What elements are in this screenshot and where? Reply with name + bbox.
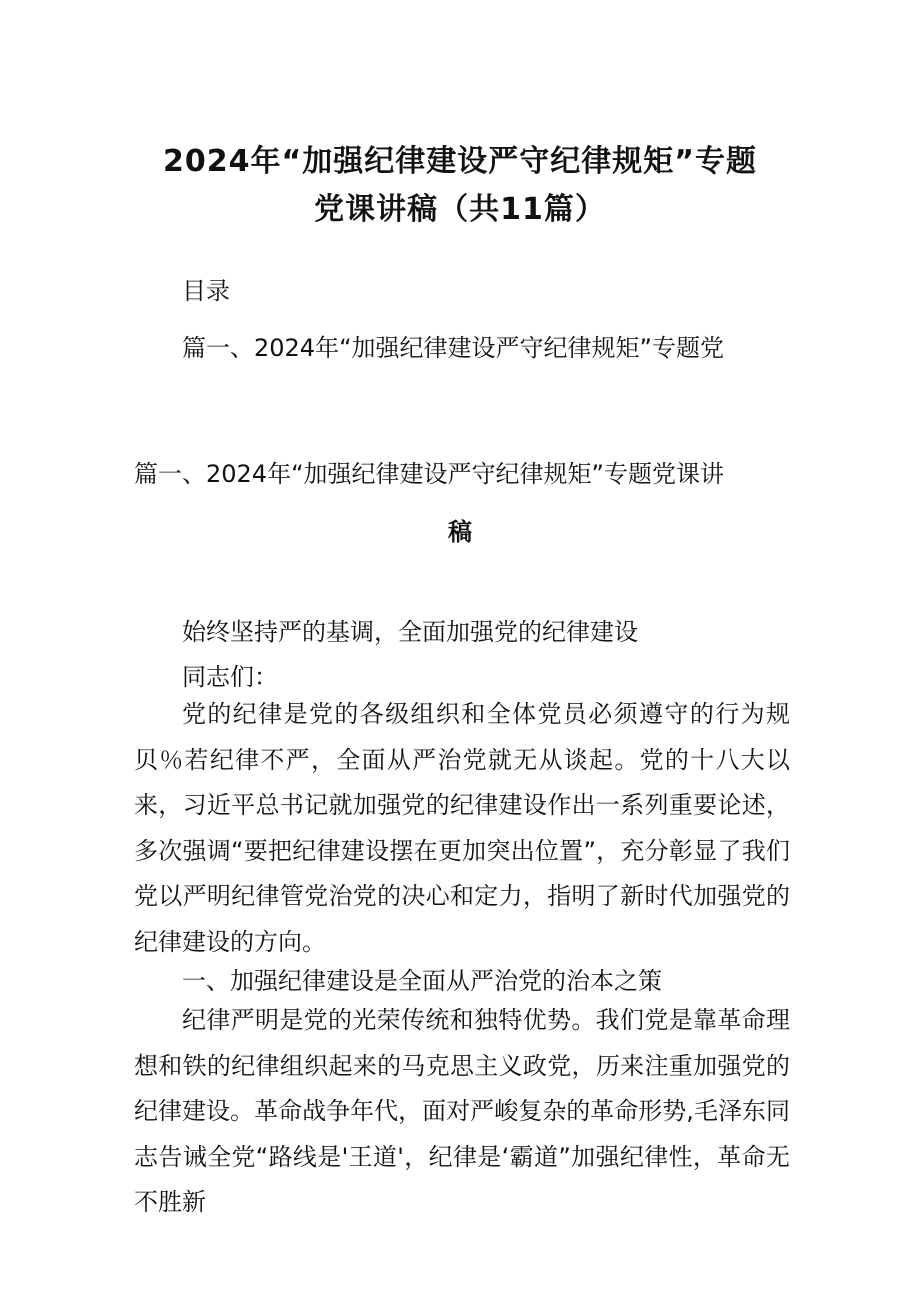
section-subtitle: 始终坚持严的基调，全面加强党的纪律建设 bbox=[182, 618, 638, 646]
section-heading-line-1: 篇一、2024年“加强纪律建设严守纪律规矩”专题党课讲 bbox=[134, 460, 724, 488]
section-heading-line-2: 稿 bbox=[448, 518, 472, 546]
document-title-line-1: 2024年“加强纪律建设严守纪律规矩”专题 bbox=[163, 144, 757, 179]
heading-one: 一、加强纪律建设是全面从严治党的治本之策 bbox=[182, 967, 662, 995]
document-title-line-2: 党课讲稿（共11篇） bbox=[314, 192, 606, 227]
toc-label: 目录 bbox=[182, 277, 230, 305]
body-paragraph-2: 纪律严明是党的光荣传统和独特优势。我们党是靠革命理想和铁的纪律组织起来的马克思主义政党，历来注重加强党的纪律建设。革命战争年代，面对严峻复杂的革命形势,毛泽东同志告诫全党“路线是'王道'，纪律是‘霸道”加强纪律性，革命无不胜新 bbox=[134, 1006, 790, 1216]
salutation: 同志们： bbox=[182, 663, 278, 691]
toc-item[interactable]: 篇一、2024年“加强纪律建设严守纪律规矩”专题党 bbox=[182, 334, 724, 362]
body-paragraph-1: 党的纪律是党的各级组织和全体党员必须遵守的行为规贝％若纪律不严，全面从严治党就无从谈起。党的十八大以来，习近平总书记就加强党的纪律建设作出一系列重要论述，多次强调“要把纪律建设摆在更加突出位置”，充分彰显了我们党以严明纪律管党治党的决心和定力，指明了新时代加强党的纪律建设的方向。 bbox=[134, 700, 790, 956]
